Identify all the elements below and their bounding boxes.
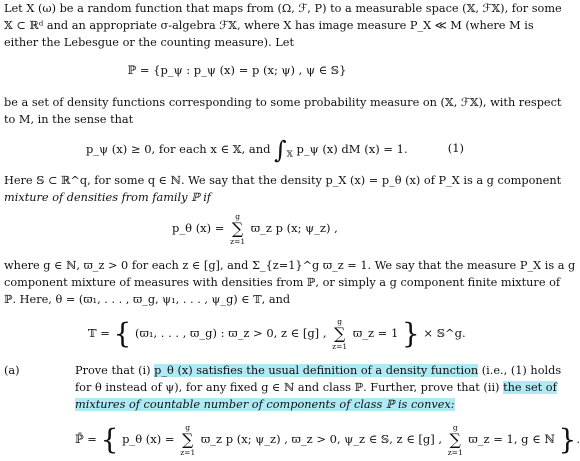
part-a-label: (a) xyxy=(4,364,20,377)
Pbar-tail: . xyxy=(576,432,580,446)
sum-symbol: g ∑ z=1 xyxy=(447,423,463,457)
T-tail: × 𝕊^g. xyxy=(423,326,466,340)
part-a-line1-post: (i.e., (1) holds xyxy=(478,364,562,377)
sum-lower: z=1 xyxy=(230,237,246,246)
integral-domain: 𝕏 xyxy=(286,149,293,159)
highlight-2b: mixtures of countable number of components of class ℙ is convex: xyxy=(75,398,455,411)
equation-Pbar xyxy=(75,423,580,457)
para1-line3: either the Lebesgue or the counting measure). Let xyxy=(4,36,294,49)
eq1-right: p_ψ (x) dM (x) = 1. xyxy=(296,142,408,156)
part-a-line1-pre: Prove that (i) xyxy=(75,364,155,377)
para2-line2: to M, in the sense that xyxy=(4,113,134,126)
integral-sign: ∫ xyxy=(274,136,287,164)
sum-symbol: g ∑ z=1 xyxy=(332,317,348,351)
highlight-1: p_θ (x) satisfies the usual definition of a density function xyxy=(154,364,479,377)
part-a-line3 xyxy=(75,396,470,413)
mix-right: ϖ_z p (x; ψ_z) , xyxy=(250,221,338,235)
Pbar-part1: p_θ (x) = xyxy=(122,432,175,446)
sum-upper: g xyxy=(337,317,343,326)
para1-line1: Let X (ω) be a random function that maps from (Ω, ℱ, P) to a measurable space (𝕏, ℱ𝕏), for some xyxy=(4,2,562,15)
equation-T xyxy=(88,317,466,351)
highlight-2a: the set of xyxy=(503,381,557,394)
part-a-line2-pre: for θ instead of ψ), for any fixed g ∈ ℕ and class ℙ. Further, prove that (ii) xyxy=(75,381,504,394)
mix-left: p_θ (x) = xyxy=(172,221,225,235)
para3-line1: Here 𝕊 ⊂ ℝ^q, for some q ∈ ℕ. We say that the density p_X (x) = p_θ (x) of P_X is a g component xyxy=(4,174,562,187)
para4-line1: where g ∈ ℕ, ϖ_z > 0 for each z ∈ [g], and Σ_{z=1}^g ϖ_z = 1. We say that the measure P_X is a g xyxy=(4,259,576,272)
brace-close: } xyxy=(558,423,577,456)
T-middle: (ϖ₁, . . . , ϖ_g) : ϖ_z > 0, z ∈ [g] , xyxy=(135,326,327,340)
Pbar-part3: ϖ_z = 1, g ∈ ℕ xyxy=(468,432,555,446)
T-right: ϖ_z = 1 xyxy=(352,326,399,340)
brace-close: } xyxy=(401,317,420,350)
part-a-line2 xyxy=(75,379,557,396)
sum-lower: z=1 xyxy=(447,448,463,457)
sum-lower: z=1 xyxy=(332,342,348,351)
brace-open: { xyxy=(113,317,132,350)
equation-mixture xyxy=(172,212,338,246)
sum-upper: g xyxy=(235,212,241,221)
para2-line1: be a set of density functions corresponding to some probability measure on (𝕏, ℱ𝕏), with respect xyxy=(4,96,562,109)
T-left: 𝕋 = xyxy=(88,326,110,340)
sum-lower: z=1 xyxy=(180,448,196,457)
brace-open: { xyxy=(100,423,119,456)
para3-line2: mixture of densities from family ℙ if xyxy=(4,191,211,204)
Pbar-left: ℙ̄ = xyxy=(75,432,97,446)
equation-1 xyxy=(86,136,408,164)
part-a-line1 xyxy=(75,362,562,379)
para4-line3: ℙ. Here, θ = (ϖ₁, . . . , ϖ_g, ψ₁, . . . , ψ_g) ∈ 𝕋, and xyxy=(4,293,291,306)
eq1-left: p_ψ (x) ≥ 0, for each x ∈ 𝕏, and xyxy=(86,142,271,156)
sum-upper: g xyxy=(185,423,191,432)
Pbar-part2: ϖ_z p (x; ψ_z) , ϖ_z > 0, ψ_z ∈ 𝕊, z ∈ [g] , xyxy=(200,432,443,446)
sum-symbol: g ∑ z=1 xyxy=(180,423,196,457)
para4-line2: component mixture of measures with densities from ℙ, or simply a g component finite mixture of xyxy=(4,276,561,289)
equation-P: ℙ = {p_ψ : p_ψ (x) = p (x; ψ) , ψ ∈ 𝕊} xyxy=(127,63,347,77)
para1-line2: 𝕏 ⊂ ℝᵈ and an appropriate σ-algebra ℱ𝕏, where X has image measure P_X ≪ M (where M is xyxy=(4,19,534,32)
sum-upper: g xyxy=(452,423,458,432)
sum-symbol: g ∑ z=1 xyxy=(230,212,246,246)
equation-number: (1) xyxy=(447,141,464,155)
